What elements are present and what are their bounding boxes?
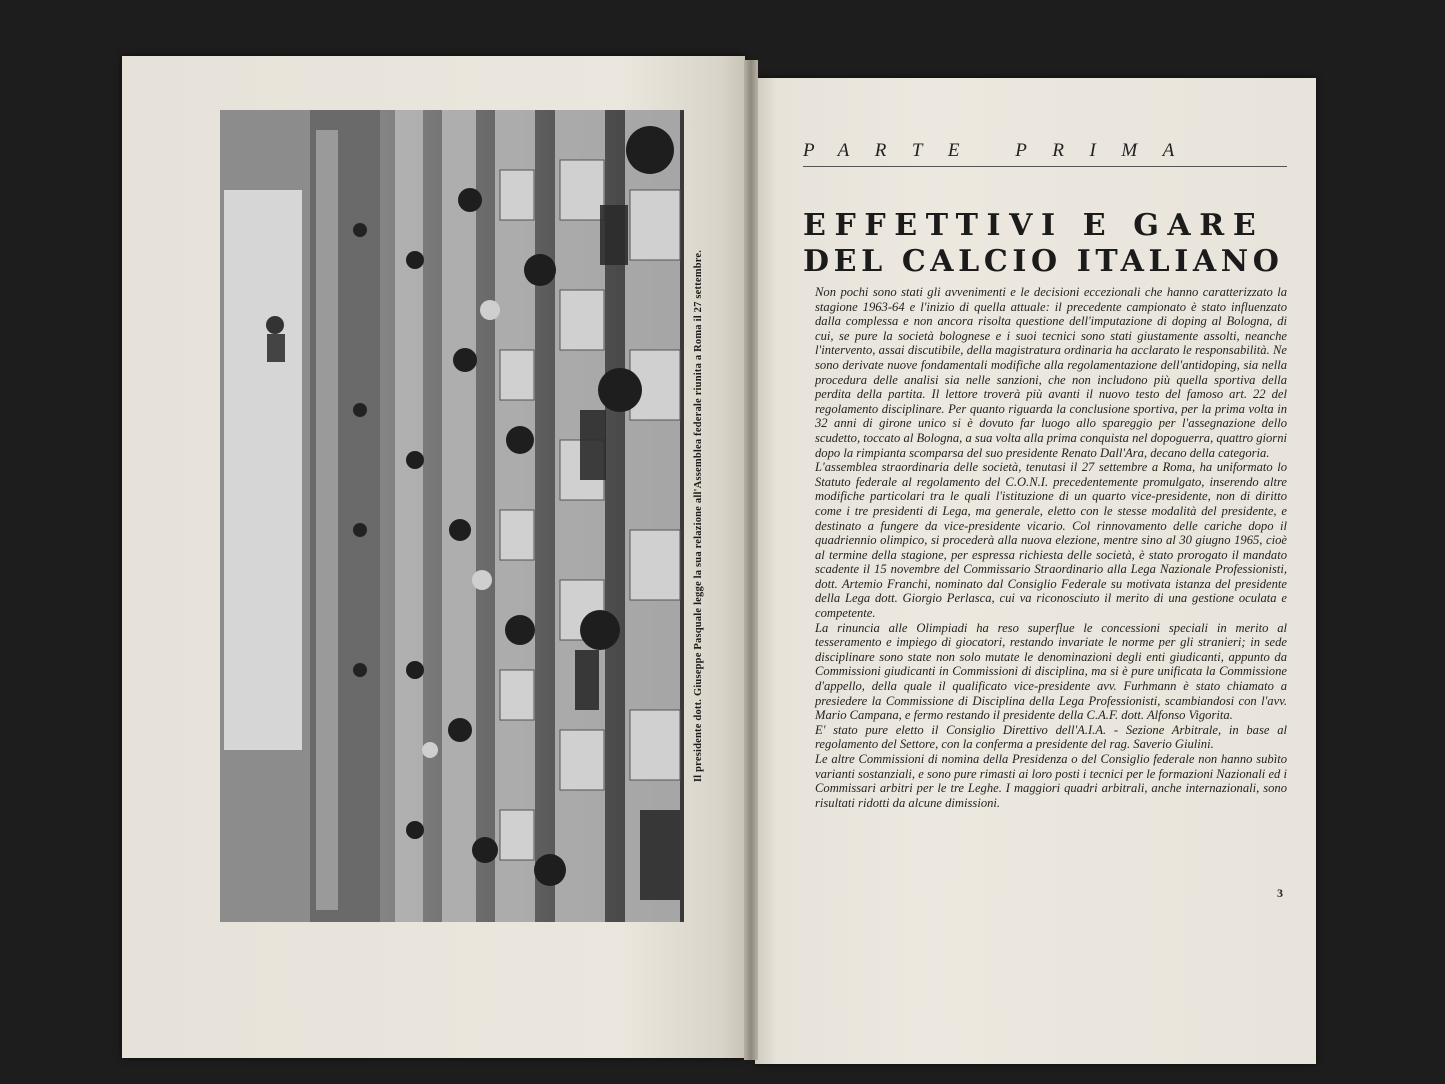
paragraph-4: E' stato pure eletto il Consiglio Direttivo dell'A.I.A. - Sezione Arbitrale, in base al regolamento del Settore, con la conferma a presidente del rag. Saverio Giulini. [815, 722, 1287, 752]
paragraph-2: L'assemblea straordinaria delle società, tenutasi il 27 settembre a Roma, ha uniformato lo Statuto federale al regolamento del C.O.N.I. precedentemente promulgato, inserendo altre modifiche particolari tra le quali l'istituzione di un quarto vice-presidente, non di diritto come i tre presidenti di Lega, ma generale, eletto con le stesse modalità del presidente, e destinato a fungere da vice-presidente vicario. Col rinnovamento delle cariche dopo il quadriennio olimpico, si procederà alla nuova elezione, mentre sino al 30 giugno 1965, cioè al termine della stagione, per espressa richiesta delle società, è stato prorogato il mandato scadente il 15 novembre del Commissario Straordinario alla Lega Nazionale Professionisti, dott. Artemio Franchi, nominato dal Consiglio Federale su motivata istanza del presidente della Lega dott. Giorgio Perlasca, cui va riconosciuto il merito di una gestione oculata e competente. [815, 460, 1287, 621]
paragraph-5: Le altre Commissioni di nomina della Presidenza o del Consiglio federale non hanno subìto varianti sostanziali, e sono pure rimasti ai loro posti i tecnici per le formazioni Nazionali ed i Commissari arbitri per le tre Leghe. I maggiori quadri arbitrali, anche internazionali, sono risultati ridotti da alcune dimissioni. [815, 752, 1287, 810]
body-text [815, 285, 1287, 810]
book-gutter [744, 60, 758, 1060]
assembly-photo [220, 110, 684, 922]
running-head: PARTE PRIMA [803, 140, 1200, 161]
paragraph-1: Non pochi sono stati gli avvenimenti e le decisioni eccezionali che hanno caratterizzato la stagione 1963-64 e l'inizio di quella attuale: il precedente campionato è stato influenzato dalla complessa e non ancora risolta questione dell'imputazione di doping al Bologna, di cui, se pure la società bolognese e i suoi tecnici sono stati giustamente assolti, neanche l'intervento, assai discutibile, della magistratura ordinaria ha acclarato le responsabilità. Ne sono derivate nuove fondamentali modifiche alla regolamentazione dell'antidoping, sia nella procedura delle analisi sia nelle sanzioni, che non includono più quella sportiva della perdita della partita. Il lettore troverà più avanti il nuovo testo del famoso art. 22 del regolamento disciplinare. Per quanto riguarda la conclusione sportiva, per la prima volta in 32 anni di girone unico si è dovuto far luogo allo spareggio per l'assegnazione dello scudetto, toccato al Bologna, a sua volta alla prima conquista nel dopoguerra, quattro giorni dopo la rimpianta scomparsa del suo presidente Renato Dall'Ara, decano della categoria. [815, 285, 1287, 460]
photo-caption: Il presidente dott. Giuseppe Pasquale legge la sua relazione all'Assemblea federale riunita a Roma il 27 settembre. [693, 249, 704, 783]
chapter-title-line-2: DEL CALCIO ITALIANO [803, 244, 1284, 279]
photo-assembly-hall-icon [220, 110, 684, 922]
paragraph-3: La rinuncia alle Olimpiadi ha reso superflue le concessioni speciali in merito al tesseramento e impiego di giocatori, restando invariate le norme per gli stranieri; in sede disciplinare sono state non solo mutate le denominazioni degli enti giudicanti, appunto da Commissioni giudicanti in Commissioni di disciplina, ma si è pure unificata la Commissione d'appello, della quale il qualificato vice-presidente avv. Furhmann è stato chiamato a presiedere la Commissione di Disciplina della Lega Professionisti, scambiandosi con l'avv. Mario Campana, e fermo restando il presidente della C.A.F. dott. Alfonso Vigorita. [815, 620, 1287, 723]
page-number: 3 [1277, 886, 1283, 900]
chapter-title-line-1: EFFETTIVI E GARE [803, 208, 1265, 243]
header-rule [803, 166, 1287, 167]
